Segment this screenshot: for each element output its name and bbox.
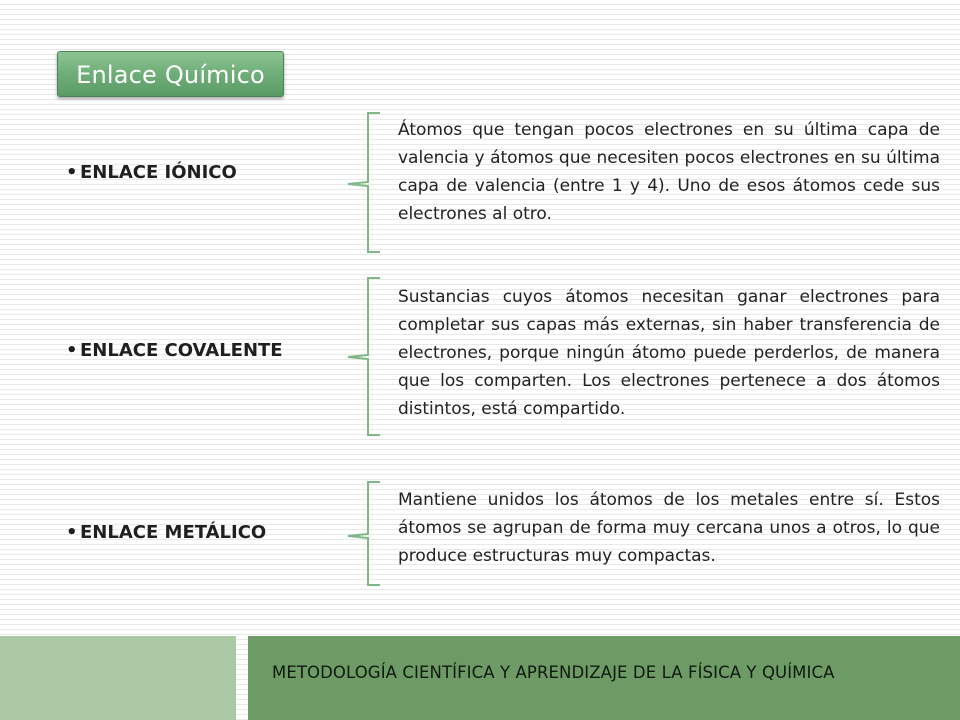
bullet-item-metalico [66,522,266,543]
bullet-label: ENLACE COVALENTE [80,340,283,361]
brace-ionico [346,112,382,254]
brace-covalente [346,277,382,437]
footer-left-block [0,636,236,720]
description-covalente: Sustancias cuyos átomos necesitan ganar electrones para completar sus capas más externas, sin haber transferencia de electrones, porque ningún átomo puede perderlos, de manera que los comparten. Los electrones pertenece a dos átomos distintos, está compartido. [398,287,940,419]
bullet-dot: • [66,162,78,183]
bullet-dot: • [66,340,78,361]
brace-metalico [346,481,382,587]
bullet-item-ionico [66,162,237,183]
description-metalico: Mantiene unidos los átomos de los metales entre sí. Estos átomos se agrupan de forma muy cercana unos a otros, lo que produce estructuras muy compactas. [398,490,940,566]
footer-text: METODOLOGÍA CIENTÍFICA Y APRENDIZAJE DE LA FÍSICA Y QUÍMICA [272,663,835,682]
bullet-label: ENLACE METÁLICO [80,522,267,543]
bullet-item-covalente [66,340,283,361]
description-ionico: Átomos que tengan pocos electrones en su última capa de valencia y átomos que necesiten pocos electrones en su última capa de valencia (entre 1 y 4). Uno de esos átomos cede sus electrones al otro. [398,120,940,224]
bullet-label: ENLACE IÓNICO [80,162,237,183]
slide-title: Enlace Químico [57,51,284,97]
bullet-dot: • [66,522,78,543]
